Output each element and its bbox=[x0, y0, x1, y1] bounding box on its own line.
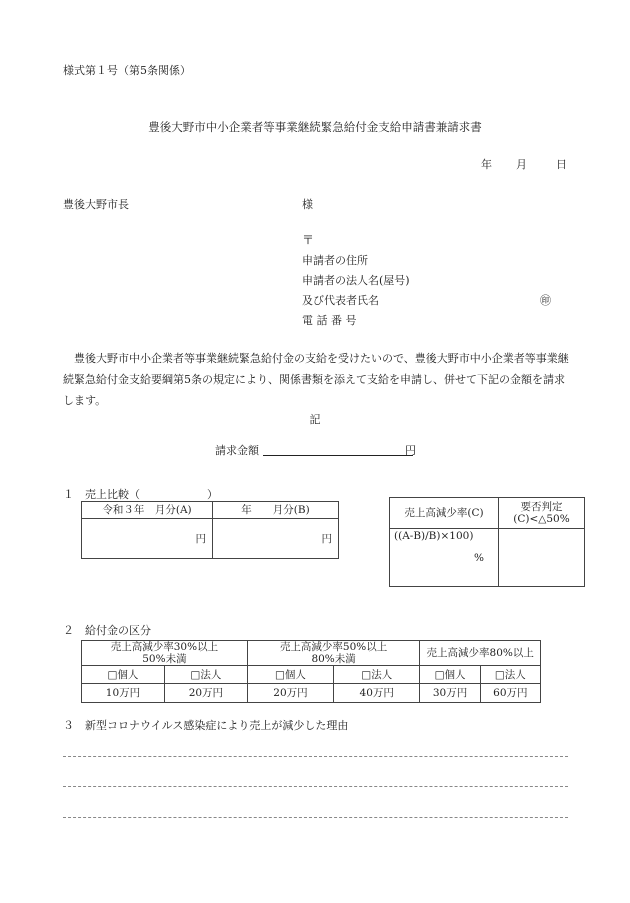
postal-mark: 〒 bbox=[302, 233, 315, 247]
claim-amount-label: 請求金額 bbox=[215, 444, 259, 457]
section1-heading-close: ） bbox=[207, 488, 218, 501]
claim-amount-field[interactable] bbox=[263, 440, 413, 456]
applicant-corp-name-label: 申請者の法人名(屋号) bbox=[302, 274, 410, 287]
sales-a-field[interactable] bbox=[82, 519, 213, 559]
checkbox-50-corporate[interactable]: □法人 bbox=[334, 666, 420, 684]
date-year: 年 bbox=[481, 158, 492, 171]
form-label: 様式第１号（第5条関係） bbox=[63, 64, 191, 77]
checkbox-30-individual[interactable]: □個人 bbox=[82, 666, 165, 684]
section1-comparison-field[interactable] bbox=[160, 487, 208, 500]
amount-50-individual: 20万円 bbox=[247, 684, 333, 703]
category-30-header bbox=[82, 641, 248, 666]
category-50-line1: 売上高減少率50%以上 bbox=[279, 641, 388, 653]
section2-heading: ２ 給付金の区分 bbox=[63, 624, 151, 637]
checkbox-80-individual[interactable]: □個人 bbox=[420, 666, 480, 684]
col-b-header: 年 月分(B) bbox=[213, 502, 339, 519]
addressee-name: 豊後大野市長 bbox=[63, 198, 129, 211]
amount-80-corporate: 60万円 bbox=[480, 684, 540, 703]
applicant-address-label: 申請者の住所 bbox=[302, 254, 368, 267]
yen-a-unit: 円 bbox=[195, 532, 206, 545]
reason-line-1[interactable] bbox=[63, 756, 568, 757]
reduction-rate-table bbox=[389, 497, 585, 587]
reason-line-2[interactable] bbox=[63, 786, 568, 787]
ki-label: 記 bbox=[309, 413, 321, 426]
applicant-phone-label: 電 話 番 号 bbox=[302, 314, 357, 327]
judge-header-line2: (C)<△50% bbox=[513, 513, 570, 525]
body-paragraph: 豊後大野市中小企業者等事業継続緊急給付金の支給を受けたいので、豊後大野市中小企業者等事業継続緊急給付金支給要綱第5条の規定により、関係書類を添えて支給を申請し、併せて下記の金額を請求します。 bbox=[63, 352, 569, 407]
seal-mark: ㊞ bbox=[540, 294, 551, 307]
document-title: 豊後大野市中小企業者等事業継続緊急給付金支給申請書兼請求書 bbox=[148, 120, 482, 134]
sales-comparison-table bbox=[81, 501, 339, 559]
judge-value-field[interactable] bbox=[499, 529, 585, 587]
date-day: 日 bbox=[556, 158, 567, 171]
category-50-header bbox=[247, 641, 420, 666]
checkbox-30-corporate[interactable]: □法人 bbox=[164, 666, 247, 684]
category-30-line1: 売上高減少率30%以上 bbox=[110, 641, 219, 653]
rate-value-field[interactable] bbox=[390, 529, 499, 587]
section3-heading: ３ 新型コロナウイルス感染症により売上が減少した理由 bbox=[63, 719, 349, 732]
benefit-category-table bbox=[81, 640, 541, 703]
claim-amount-unit: 円 bbox=[405, 444, 416, 457]
yen-b-unit: 円 bbox=[321, 532, 332, 545]
rate-formula: ((A-B)/B)×100) bbox=[394, 530, 474, 542]
checkbox-80-corporate[interactable]: □法人 bbox=[480, 666, 540, 684]
amount-50-corporate: 40万円 bbox=[334, 684, 420, 703]
addressee-honorific: 様 bbox=[302, 198, 313, 211]
amount-30-corporate: 20万円 bbox=[164, 684, 247, 703]
rate-header: 売上高減少率(C) bbox=[390, 498, 499, 529]
amount-30-individual: 10万円 bbox=[82, 684, 165, 703]
category-30-line2: 50%未満 bbox=[142, 653, 187, 665]
category-50-line2: 80%未満 bbox=[311, 653, 356, 665]
judge-header-line1: 要否判定 bbox=[520, 501, 563, 513]
reason-line-3[interactable] bbox=[63, 817, 568, 818]
amount-80-individual: 30万円 bbox=[420, 684, 480, 703]
applicant-rep-label: 及び代表者氏名 bbox=[302, 294, 379, 307]
checkbox-50-individual[interactable]: □個人 bbox=[247, 666, 333, 684]
date-month: 月 bbox=[516, 158, 527, 171]
section1-heading: １ 売上比較（ bbox=[63, 488, 140, 501]
rate-percent: % bbox=[474, 552, 484, 564]
sales-b-field[interactable] bbox=[213, 519, 339, 559]
col-a-header: 令和３年 月分(A) bbox=[82, 502, 213, 519]
category-80-header: 売上高減少率80%以上 bbox=[420, 641, 541, 666]
judge-header bbox=[499, 498, 585, 529]
